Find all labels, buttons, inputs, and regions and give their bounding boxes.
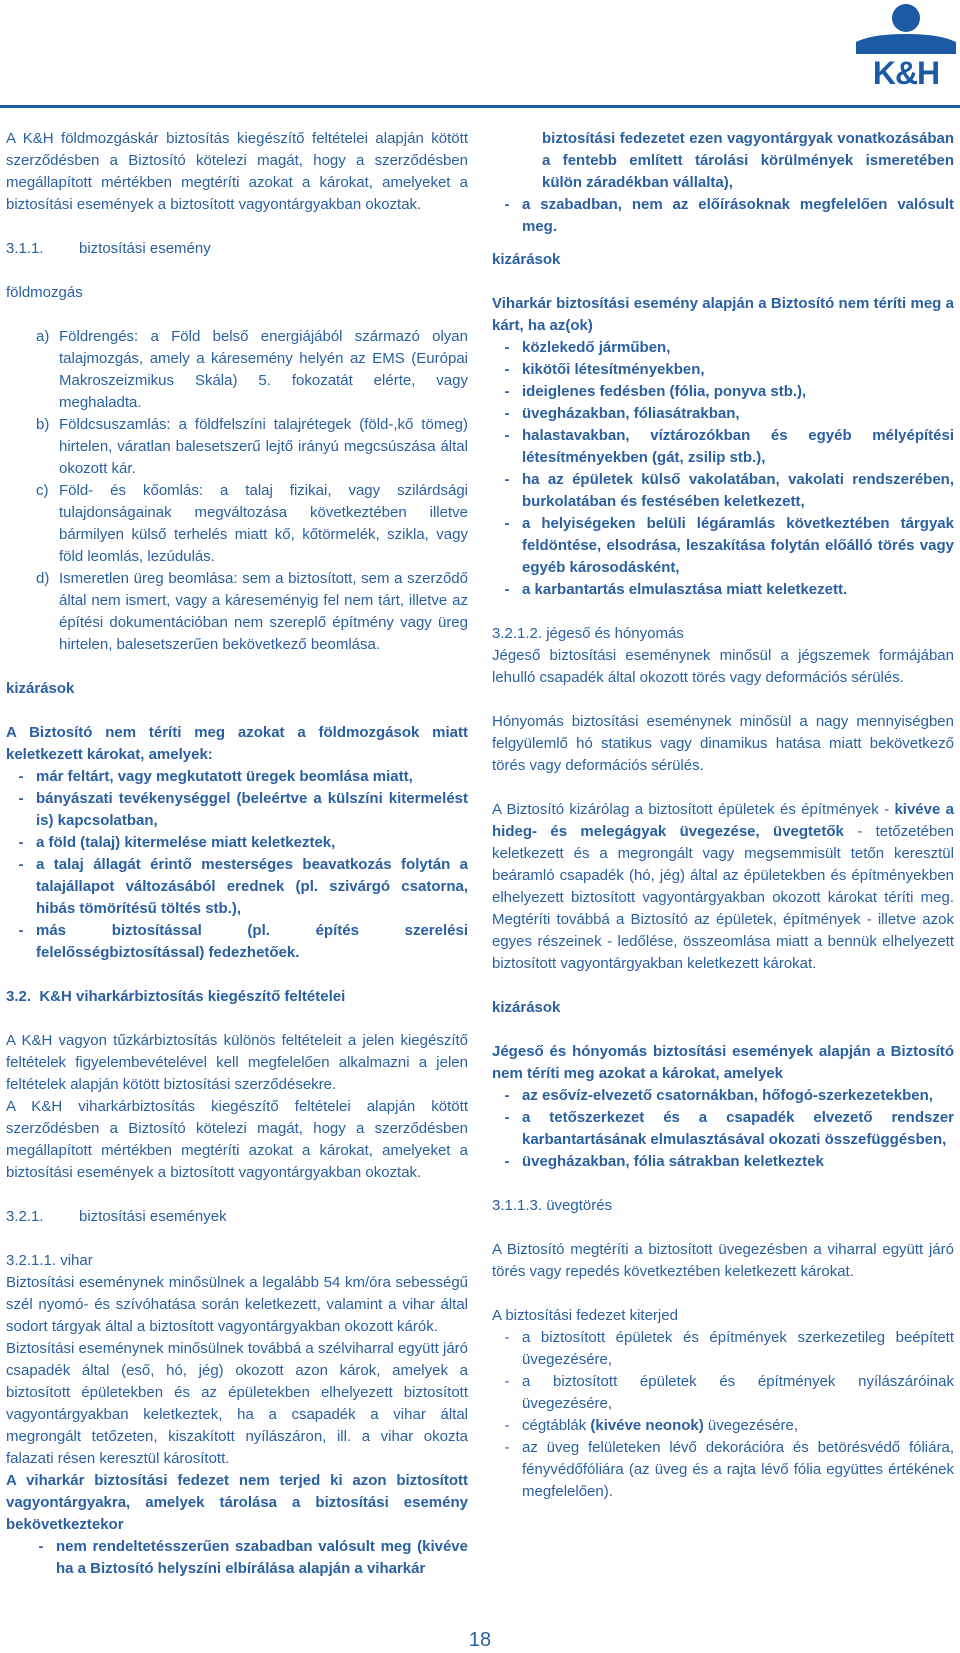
kizarasok-heading: kizárások: [492, 251, 561, 268]
section-number: 3.2.1.: [6, 1208, 44, 1225]
section-3-1-1-heading: [6, 238, 468, 260]
vihar-paragraph-1: Biztosítási eseménynek minősülnek a legalább 54 km/óra sebességű szél nyomó- és szívóhatása során keletkezett, valamint a vihar által sodort tárgyak által a biztosított vagyontárgyakban okozott kárók.: [6, 1274, 468, 1335]
section-number: 3.1.1.: [6, 240, 44, 257]
uvegtores-heading: 3.1.1.3. üvegtörés: [492, 1197, 613, 1214]
kh-logo-text: K&H: [872, 55, 940, 91]
list-item: b) Földcsuszamlás: a földfelszíni talajrétegek (föld-,kő tömeg) hirtelen, váratlan balesetszerű lejtő irányú megcsúszása által okozott kár.: [36, 416, 468, 477]
jegeso-paragraph-2: Hónyomás biztosítási eseménynek minősül a nagy mennyiségben felgyülemlő hó statikus vagy dinamikus hatása miatt bekövetkező törés vagy deformációs sérülés.: [492, 713, 954, 774]
list-item: - a helyiségeken belüli légáramlás következtében tárgyak feldöntése, elsodrása, leszakítása folytán előálló törés vagy egyéb károsodásként,: [504, 515, 954, 576]
jegeso-exclusion-list: [492, 1085, 954, 1173]
list-item: - a szabadban, nem az előírásoknak megfelelően valósult meg.: [504, 196, 954, 235]
list-item: - a biztosított épületek és építmények nyílászáróinak üvegezésére,: [504, 1373, 954, 1412]
section-3-2-heading: 3.2. K&H viharkárbiztosítás kiegészítő feltételei: [6, 988, 346, 1005]
list-item: d) Ismeretlen üreg beomlása: sem a biztosított, sem a szerződő által nem ismert, vagy a káreseményig fel nem tárt, illetve az építési dokumentációban nem szereplő építmény vagy üreg hirtelen, balesetszerűen bekövetkező beomlása.: [36, 570, 468, 653]
section-title: biztosítási esemény: [79, 240, 211, 257]
intro-paragraph: A K&H földmozgáskár biztosítás kiegészítő feltételei alapján kötött szerződésben a Biztosító kötelezi magát, hogy a szerződésben megállapított mértékben megtéríti azokat a károkat, amelyeket a biztosítási események a biztosított vagyontárgyakban okoztak.: [6, 130, 468, 213]
list-item: - közlekedő járműben,: [504, 339, 671, 356]
list-item: - ha az épületek külső vakolatában, vakolati rendszerében, burkolatában és festésében keletkezett,: [504, 471, 954, 510]
continued-list-2: [492, 194, 954, 238]
list-item: biztosítási fedezetet ezen vagyontárgyak vonatkozásában a fentebb említett tárolási körülmények ismeretében külön záradékban vállalta),: [542, 130, 954, 191]
exclusion-intro: A Biztosító nem téríti meg azokat a földmozgások miatt keletkezett károkat, amelyek:: [6, 724, 468, 763]
jegeso-heading: 3.2.1.2. jégeső és hónyomás: [492, 625, 684, 642]
section-3-2-paragraph-2: A K&H viharkárbiztosítás kiegészítő feltételei alapján kötött szerződésben a Biztosító kötelezi magát, hogy a szerződésben megállapított mértékben megtéríti azokat a károkat, amelyeket a biztosítási események a biztosított vagyontárgyakban okoztak.: [6, 1098, 468, 1181]
list-item: - a biztosított épületek és építmények szerkezetileg beépített üvegezésére,: [504, 1329, 954, 1368]
jegeso-paragraph-3: A Biztosító kizárólag a biztosított épületek és építmények - kivéve a hideg- és melegágyak üvegezése, üvegtetők - tetőzetében keletkezett és a megrongált vagy megsemmisült tetőn keresztül beáramló csapadék (hó, jég) által az épületekben és építményekben elhelyezett biztosított vagyontárgyakban okozott károkat téríti meg. Megtéríti továbbá a Biztosító az épületek, építmények - illetve azok egyes részeinek - ledőlése, összeomlása miatt a bennük elhelyezett biztosított vagyontárgyakban keletkezett károkat.: [492, 801, 954, 972]
vihar-paragraph-2: Biztosítási eseménynek minősülnek továbbá a szélviharral együtt járó csapadék által (eső, hó, jég) okozott azon károk, amelyek a biztosított épületekben és az épületekben elhelyezett biztosított vagyontárgyakban keletkeztek, ha a csapadék a vihar által megrongált tetőzeten, kiszakított nyílászáron, ill. a vihar okozta falazati résen keresztül károsított.: [6, 1340, 468, 1467]
list-item: - a talaj állagát érintő mesterséges beavatkozás folytán a talajállapot változásából erednek (pl. szivárgó csatorna, hibás tömörítésű töltés stb.),: [18, 856, 468, 917]
kh-logo: [852, 4, 960, 90]
vihar-item-list: [26, 1536, 468, 1580]
list-item: - kikötői létesítményekben,: [504, 361, 705, 378]
vihar-exclusion-list: [492, 337, 954, 601]
list-item: a) Földrengés: a Föld belső energiájából származó olyan talajmozgás, amely a káresemény helyén az EMS (Európai Makroszeizmikus Skála) 5. fokozatát elérte, vagy meghaladta.: [36, 328, 468, 411]
list-item: c) Föld- és kőomlás: a talaj fizikai, vagy szilárdsági tulajdonságainak megváltozása következtében illetve bármilyen külső terhelés miatt kő, kőtörmelék, szikla, vagy föld leomlás, lezúdulás.: [36, 482, 468, 565]
jegeso-paragraph-1: Jégeső biztosítási eseménynek minősül a jégszemek formájában lehulló csapadék által okozott törés vagy deformációs sérülés.: [492, 647, 954, 686]
header-rule: [0, 105, 960, 108]
jegeso-exclusion-intro: Jégeső és hónyomás biztosítási események alapján a Biztosító nem téríti meg azokat a károkat, amelyek: [492, 1043, 954, 1082]
list-item: - üvegházakban, fóliasátrakban,: [504, 405, 740, 422]
list-item: - cégtáblák (kivéve neonok) üvegezésére,: [504, 1417, 798, 1434]
vihar-heading: 3.2.1.1. vihar: [6, 1252, 93, 1269]
list-item: - már feltárt, vagy megkutatott üregek beomlása miatt,: [18, 768, 413, 785]
right-column: [492, 128, 954, 1503]
list-item: - az esővíz-elvezető csatornákban, hőfogó-szerkezetekben,: [504, 1087, 933, 1104]
kizarasok-heading: kizárások: [6, 680, 75, 697]
event-list: [36, 326, 468, 656]
vihar-bold-paragraph: A viharkár biztosítási fedezet nem terjed ki azon biztosított vagyontárgyakra, amelyek tárolása a biztosítási esemény bekövetkeztekor: [6, 1472, 468, 1533]
list-item: - halastavakban, víztározókban és egyéb mélyépítési létesítményekben (gát, zsilip stb.),: [504, 427, 954, 466]
continued-list: [512, 128, 954, 194]
vihar-exclusion-intro: Viharkár biztosítási esemény alapján a Biztosító nem téríti meg a kárt, ha az(ok): [492, 295, 954, 334]
list-item: - a karbantartás elmulasztása miatt keletkezett.: [504, 581, 848, 598]
list-item: - a tetőszerkezet és a csapadék elvezető rendszer karbantartásának elmulasztásával okozati összefüggésben,: [504, 1109, 954, 1148]
fedezet-heading: A biztosítási fedezet kiterjed: [492, 1307, 678, 1324]
kizarasok-heading: kizárások: [492, 999, 561, 1016]
fedezet-list: [492, 1327, 954, 1503]
uvegtores-paragraph: A Biztosító megtéríti a biztosított üvegezésben a viharral együtt járó törés vagy repedés következtében keletkezett károkat.: [492, 1241, 954, 1280]
foldmozgas-heading: földmozgás: [6, 284, 83, 301]
section-3-2-paragraph-1: A K&H vagyon tűzkárbiztosítás különös feltételeit a jelen kiegészítő feltételek figyelembevételével kell megfelelően alkalmazni a jelen feltételek alapján kötött biztosítási szerződésekre.: [6, 1032, 468, 1093]
list-item: - bányászati tevékenységgel (beleértve a külszíni kitermelést is) kapcsolatban,: [18, 790, 468, 829]
page-number: 18: [468, 1629, 492, 1651]
kh-logo-mark-icon: [852, 4, 960, 56]
list-item: - más biztosítással (pl. építés szerelési felelősségbiztosítással) fedezhetőek.: [18, 922, 468, 961]
section-title: biztosítási események: [79, 1208, 227, 1225]
list-item: - üvegházakban, fólia sátrakban keletkeztek: [504, 1153, 824, 1170]
list-item: - nem rendeltetésszerűen szabadban valósult meg (kivéve ha a Biztosító helyszíni elbírálása alapján a viharkár: [38, 1538, 468, 1577]
left-column: [6, 128, 468, 1580]
exclusion-list: [6, 766, 468, 964]
list-item: - az üveg felületeken lévő dekorációra és betörésvédő fóliára, fényvédőfóliára (az üveg és a rajta lévő fólia együttes értékének megfelelően).: [504, 1439, 954, 1500]
section-3-2-1-heading: [6, 1206, 468, 1228]
list-item: - a föld (talaj) kitermelése miatt keletkeztek,: [18, 834, 336, 851]
list-item: - ideiglenes fedésben (fólia, ponyva stb.),: [504, 383, 807, 400]
